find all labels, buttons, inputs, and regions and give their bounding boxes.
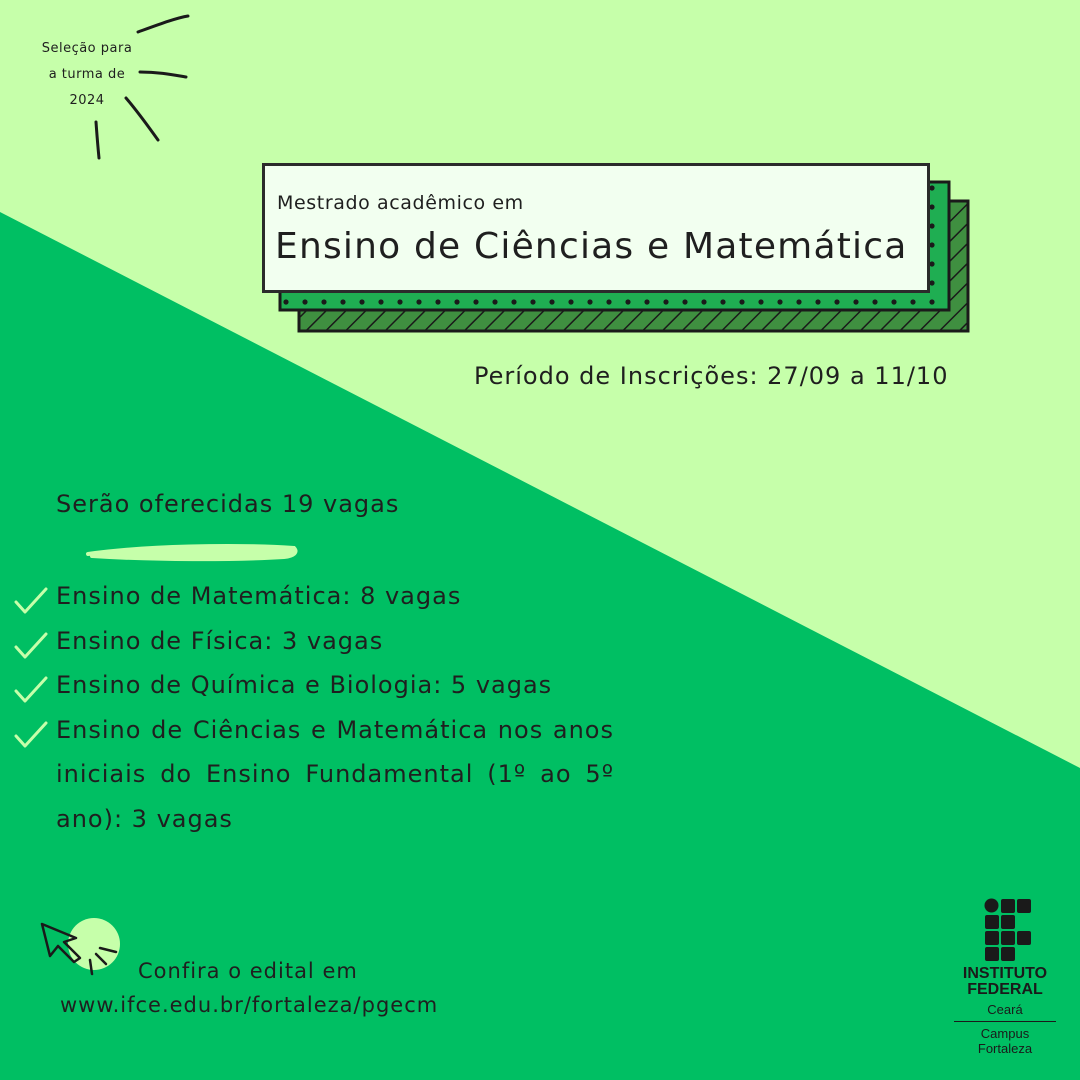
vacancies-list — [14, 574, 614, 841]
logo-name — [952, 966, 1058, 998]
footer-line-1: Confira o edital em — [138, 959, 358, 983]
highlight-stroke — [84, 540, 304, 564]
vacancies-heading: Serão oferecidas 19 vagas — [56, 490, 400, 518]
list-item — [14, 663, 614, 708]
list-item — [14, 574, 614, 619]
logo-line-2: FEDERAL — [967, 981, 1043, 998]
checkmark-icon — [14, 586, 48, 616]
card-subtitle: Mestrado acadêmico em — [277, 192, 524, 214]
logo-line-1: INSTITUTO — [962, 965, 1048, 982]
logo-state: Ceará — [987, 1002, 1023, 1017]
ifce-logo-mark — [984, 898, 1034, 962]
corner-note — [22, 36, 152, 114]
card-title: Ensino de Ciências e Matemática — [275, 226, 908, 267]
edital-url-link[interactable]: www.ifce.edu.br/fortaleza/pgecm — [60, 993, 439, 1017]
checkmark-icon — [14, 631, 48, 661]
title-card — [262, 163, 930, 293]
checkmark-icon — [14, 675, 48, 705]
logo-campus-line-2: Fortaleza — [977, 1041, 1033, 1056]
logo-campus-line-1: Campus — [980, 1026, 1030, 1041]
logo-campus — [952, 1026, 1058, 1056]
checkmark-icon — [14, 720, 48, 750]
logo-divider — [954, 1021, 1056, 1022]
list-item — [14, 619, 614, 664]
corner-note-line: Seleção para — [41, 41, 133, 56]
list-item-text: Ensino de Ciências e Matemática nos anos iniciais do Ensino Fundamental (1º ao 5º ano): 3 vagas — [56, 715, 614, 833]
corner-note-line: 2024 — [69, 93, 105, 108]
list-item-text: Ensino de Química e Biologia: 5 vagas — [56, 671, 553, 699]
corner-note-line: a turma de — [48, 67, 126, 82]
list-item-text: Ensino de Física: 3 vagas — [56, 626, 384, 655]
list-item-text: Ensino de Matemática: 8 vagas — [56, 582, 462, 610]
list-item — [14, 708, 614, 842]
registration-period: Período de Inscrições: 27/09 a 11/10 — [474, 362, 949, 390]
footer-link-block — [60, 954, 438, 1022]
